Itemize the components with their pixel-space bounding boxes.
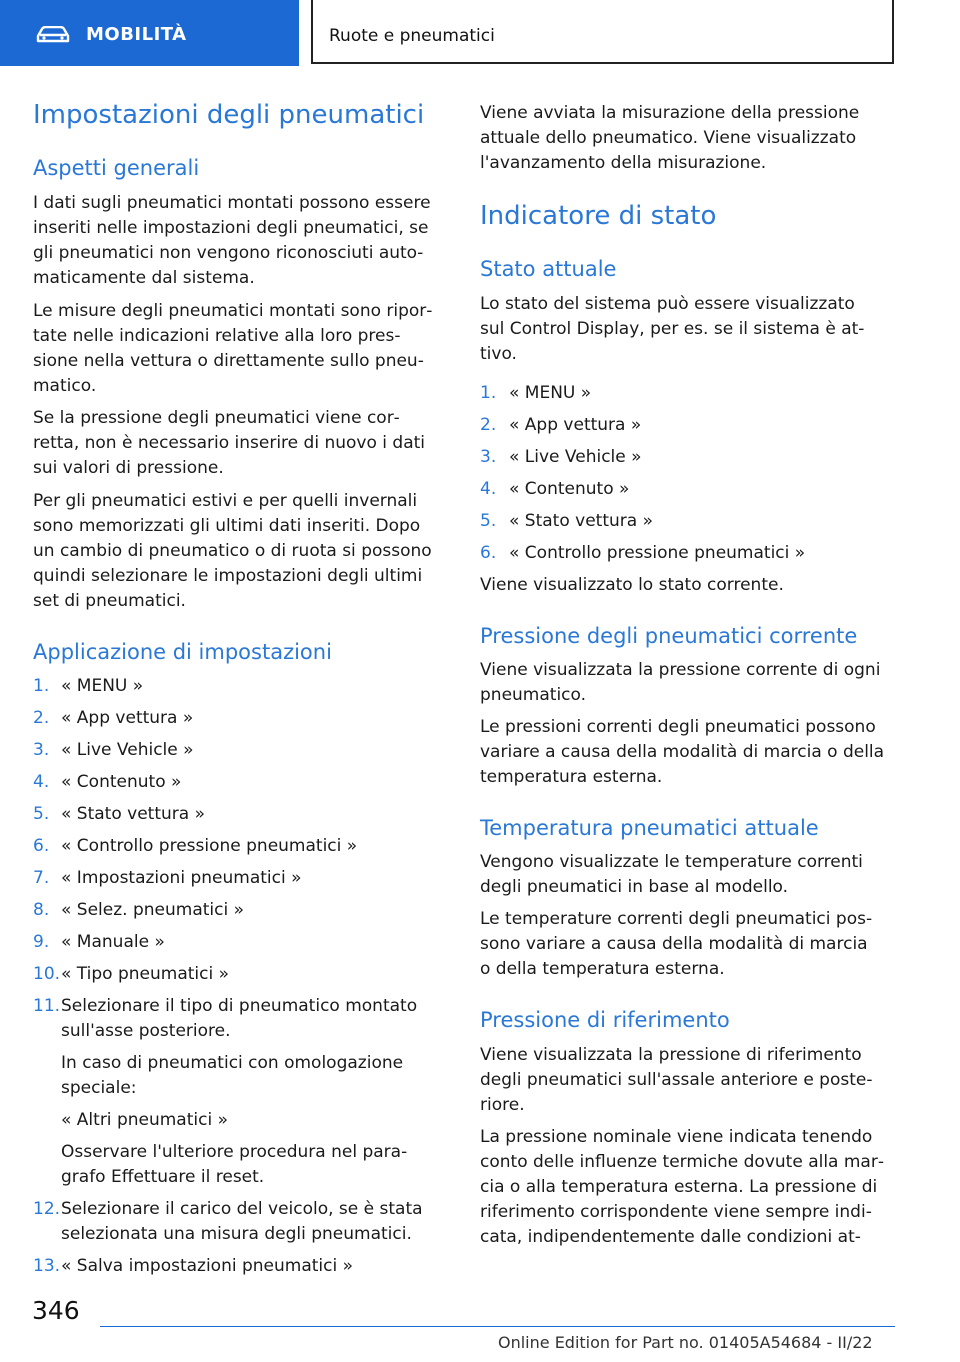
paragraph-line: Viene visualizzato lo stato corrente.	[480, 575, 784, 595]
footer-divider	[100, 1326, 895, 1327]
paragraph-line: inseriti nelle impostazioni degli pneumatici, se	[33, 218, 429, 238]
paragraph-line: tivo.	[480, 344, 517, 364]
paragraph-line: cia o alla temperatura esterna. La pressione di	[480, 1177, 878, 1197]
edition-label: Online Edition for Part no. 01405A54684 - II/22	[498, 1333, 873, 1352]
paragraph-line: retta, non è necessario inserire di nuovo i dati	[33, 433, 425, 453]
page-header	[0, 0, 960, 66]
chapter-label: Ruote e pneumatici	[329, 26, 495, 46]
paragraph-line: pneumatico.	[480, 685, 587, 705]
paragraph-line: quindi selezionare le impostazioni degli ultimi	[33, 566, 423, 586]
car-icon	[36, 26, 70, 48]
page-number: 346	[32, 1296, 80, 1325]
paragraph-line: Viene visualizzata la pressione di riferimento	[480, 1045, 862, 1065]
reference-heading: Pressione di riferimento	[480, 1008, 730, 1032]
paragraph-line: Le pressioni correnti degli pneumatici possono	[480, 717, 876, 737]
current-status-heading: Stato attuale	[480, 257, 617, 281]
paragraph-line: sul Control Display, per es. se il sistema è at‐	[480, 319, 865, 339]
paragraph-line: sono variare a causa della modalità di marcia	[480, 934, 868, 954]
paragraph-line: degli pneumatici sull'assale anteriore e poste‐	[480, 1070, 873, 1090]
paragraph-line: sono memorizzati gli ultimi dati inseriti. Dopo	[33, 516, 421, 536]
paragraph-line: un cambio di pneumatico o di ruota si possono	[33, 541, 432, 561]
paragraph-line: Viene visualizzata la pressione corrente di ogni	[480, 660, 881, 680]
paragraph-line: Lo stato del sistema può essere visualizzato	[480, 294, 855, 314]
apply-heading: Applicazione di impostazioni	[33, 640, 332, 664]
paragraph-line: Vengono visualizzate le temperature correnti	[480, 852, 863, 872]
pressure-heading: Pressione degli pneumatici corrente	[480, 624, 858, 648]
temperature-heading: Temperatura pneumatici attuale	[480, 816, 819, 840]
paragraph-line: tate nelle indicazioni relative alla loro pres‐	[33, 326, 401, 346]
paragraph-line: attuale dello pneumatico. Viene visualizzato	[480, 128, 857, 148]
paragraph-line: Le misure degli pneumatici montati sono ripor‐	[33, 301, 433, 321]
paragraph-line: I dati sugli pneumatici montati possono essere	[33, 193, 431, 213]
paragraph-line: variare a causa della modalità di marcia o della	[480, 742, 885, 762]
paragraph-line: sione nella vettura o direttamente sullo pneu‐	[33, 351, 424, 371]
paragraph-line: temperatura esterna.	[480, 767, 663, 787]
paragraph-line: riore.	[480, 1095, 525, 1115]
page-title: Impostazioni degli pneumatici	[33, 100, 425, 130]
paragraph-line: set di pneumatici.	[33, 591, 186, 611]
paragraph-line: Se la pressione degli pneumatici viene cor‐	[33, 408, 400, 428]
paragraph-line: gli pneumatici non vengono riconosciuti auto‐	[33, 243, 424, 263]
paragraph-line: La pressione nominale viene indicata tenendo	[480, 1127, 873, 1147]
paragraph-line: Viene avviata la misurazione della pressione	[480, 103, 860, 123]
status-title: Indicatore di stato	[480, 201, 717, 231]
paragraph-line: conto delle influenze termiche dovute alla mar‐	[480, 1152, 884, 1172]
paragraph-line: l'avanzamento della misurazione.	[480, 153, 767, 173]
paragraph-line: cata, indipendentemente dalle condizioni at‐	[480, 1227, 861, 1247]
paragraph-line: riferimento corrispondente viene sempre indi‐	[480, 1202, 872, 1222]
section-tab[interactable]	[0, 0, 299, 66]
paragraph-line: Le temperature correnti degli pneumatici pos‐	[480, 909, 873, 929]
paragraph-line: sui valori di pressione.	[33, 458, 224, 478]
paragraph-line: o della temperatura esterna.	[480, 959, 725, 979]
section-label: MOBILITÀ	[86, 24, 187, 45]
chapter-tab[interactable]	[311, 0, 894, 64]
paragraph-line: maticamente dal sistema.	[33, 268, 255, 288]
paragraph-line: matico.	[33, 376, 97, 396]
paragraph-line: degli pneumatici in base al modello.	[480, 877, 789, 897]
general-heading: Aspetti generali	[33, 156, 200, 180]
paragraph-line: Per gli pneumatici estivi e per quelli invernali	[33, 491, 418, 511]
